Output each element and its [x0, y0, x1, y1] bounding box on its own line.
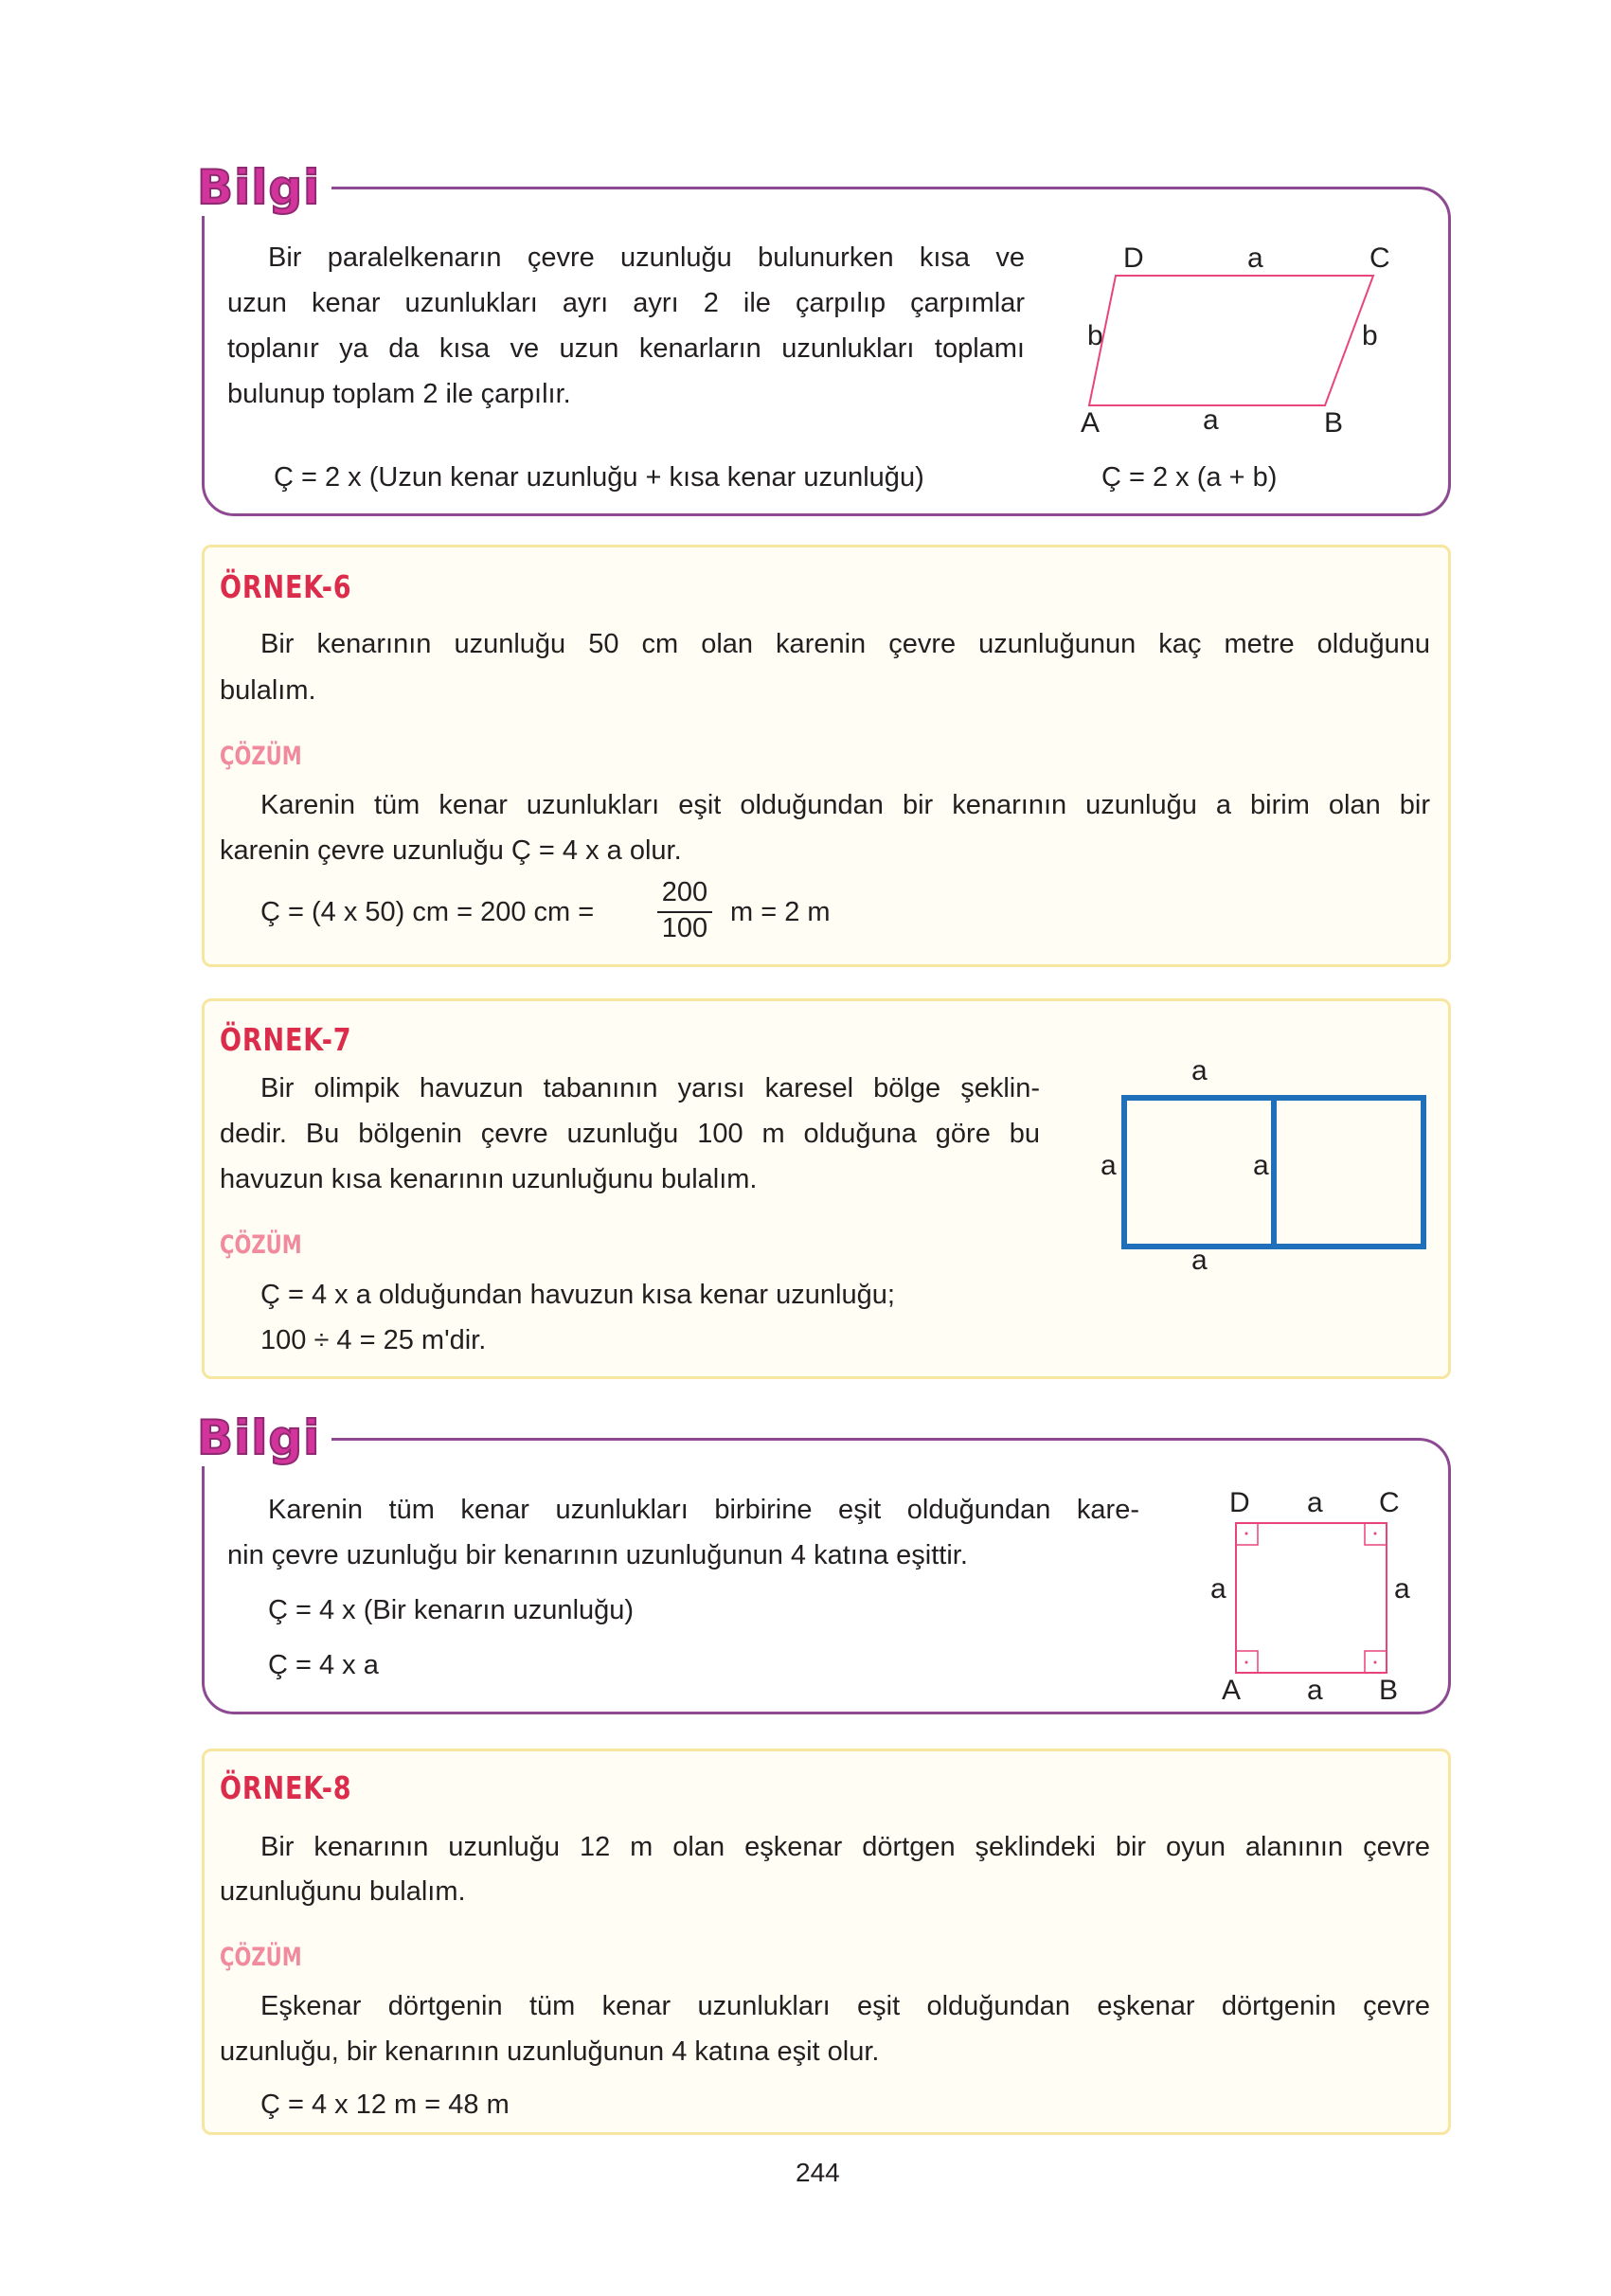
ornek-title: ÖRNEK-8 — [220, 1769, 352, 1806]
perimeter-formula-words: Ç = 2 x (Uzun kenar uzunluğu + kısa kenar uzunluğu) — [274, 462, 924, 493]
question-line: havuzun kısa kenarının uzunluğunu bulalım. — [220, 1164, 758, 1194]
side-label-top: a — [1191, 1055, 1208, 1086]
question-line: uzunluğunu bulalım. — [220, 1876, 466, 1907]
ornek-8-box — [202, 1749, 1451, 2135]
pool-divider-line — [1271, 1095, 1277, 1249]
side-label-left: a — [1101, 1150, 1117, 1181]
side-label-right: b — [1362, 320, 1378, 351]
bilgi-text-line: bulunup toplam 2 ile çarpılır. — [227, 379, 571, 409]
parallelogram-figure — [1080, 265, 1383, 417]
square-figure — [1231, 1518, 1392, 1679]
side-label-top: a — [1307, 1487, 1323, 1518]
bilgi-label: Bilgi — [197, 1409, 331, 1466]
cozum-label: ÇÖZÜM — [220, 1230, 302, 1260]
cozum-label: ÇÖZÜM — [220, 1943, 302, 1972]
solution-formula-result: m = 2 m — [730, 897, 831, 927]
solution-formula: Ç = 4 x 12 m = 48 m — [260, 2090, 510, 2120]
solution-line: uzunluğu, bir kenarının uzunluğunun 4 katına eşit olur. — [220, 2036, 880, 2067]
bilgi-text-line: nin çevre uzunluğu bir kenarının uzunluğunun 4 katına eşittir. — [227, 1540, 968, 1570]
page-number: 244 — [796, 2158, 840, 2187]
vertex-label-c: C — [1369, 242, 1390, 274]
cozum-label: ÇÖZÜM — [220, 742, 302, 771]
fraction-numerator: 200 — [661, 877, 708, 907]
side-label-middle: a — [1253, 1150, 1269, 1181]
side-label-left: b — [1087, 320, 1103, 351]
bilgi-text-line: uzun kenar uzunlukları ayrı ayrı 2 ile çarpılıp çarpımlar — [227, 288, 1025, 318]
perimeter-formula-words: Ç = 4 x (Bir kenarın uzunluğu) — [268, 1595, 635, 1625]
solution-line: Karenin tüm kenar uzunlukları eşit olduğundan bir kenarının uzunluğu a birim olan bir — [260, 790, 1430, 820]
question-line: bulalım. — [220, 675, 316, 706]
question-line: Bir olimpik havuzun tabanının yarısı karesel bölge şeklin- — [260, 1073, 1040, 1103]
solution-line: Eşkenar dörtgenin tüm kenar uzunlukları eşit olduğundan eşkenar dörtgenin çevre — [260, 1991, 1430, 2021]
side-label-bottom: a — [1307, 1675, 1323, 1706]
perimeter-formula-symbols: Ç = 4 x a — [268, 1650, 379, 1680]
vertex-label-a: A — [1081, 407, 1101, 439]
question-line: Bir kenarının uzunluğu 50 cm olan karenin çevre uzunluğunun kaç metre olduğunu — [260, 629, 1430, 659]
fraction-denominator: 100 — [661, 913, 708, 943]
question-line: Bir kenarının uzunluğu 12 m olan eşkenar dörtgen şeklindeki bir oyun alanının çevre — [260, 1832, 1430, 1862]
side-label-left: a — [1210, 1573, 1226, 1605]
bilgi-text-line: Karenin tüm kenar uzunlukları birbirine eşit olduğundan kare- — [268, 1495, 1139, 1525]
solution-formula: Ç = (4 x 50) cm = 200 cm = — [260, 897, 595, 927]
vertex-label-a: A — [1222, 1675, 1242, 1706]
bilgi-text-line: Bir paralelkenarın çevre uzunluğu bulunurken kısa ve — [268, 242, 1025, 273]
solution-line: 100 ÷ 4 = 25 m'dir. — [260, 1325, 487, 1355]
bilgi-label: Bilgi — [197, 159, 331, 216]
vertex-label-b: B — [1324, 407, 1344, 439]
side-label-top: a — [1247, 242, 1263, 274]
ornek-title: ÖRNEK-7 — [220, 1021, 352, 1058]
bilgi-text-line: toplanır ya da kısa ve uzun kenarların uzunlukları toplamı — [227, 333, 1025, 364]
vertex-label-b: B — [1379, 1675, 1399, 1706]
solution-line: Ç = 4 x a olduğundan havuzun kısa kenar uzunluğu; — [260, 1280, 895, 1310]
ornek-title: ÖRNEK-6 — [220, 568, 352, 605]
side-label-bottom: a — [1191, 1245, 1208, 1276]
solution-line: karenin çevre uzunluğu Ç = 4 x a olur. — [220, 835, 682, 866]
question-line: dedir. Bu bölgenin çevre uzunluğu 100 m olduğuna göre bu — [220, 1119, 1040, 1149]
side-label-right: a — [1394, 1573, 1410, 1605]
vertex-label-d: D — [1123, 242, 1144, 274]
perimeter-formula-symbols: Ç = 2 x (a + b) — [1101, 462, 1278, 493]
side-label-bottom: a — [1203, 404, 1219, 436]
vertex-label-d: D — [1229, 1487, 1250, 1518]
vertex-label-c: C — [1379, 1487, 1400, 1518]
